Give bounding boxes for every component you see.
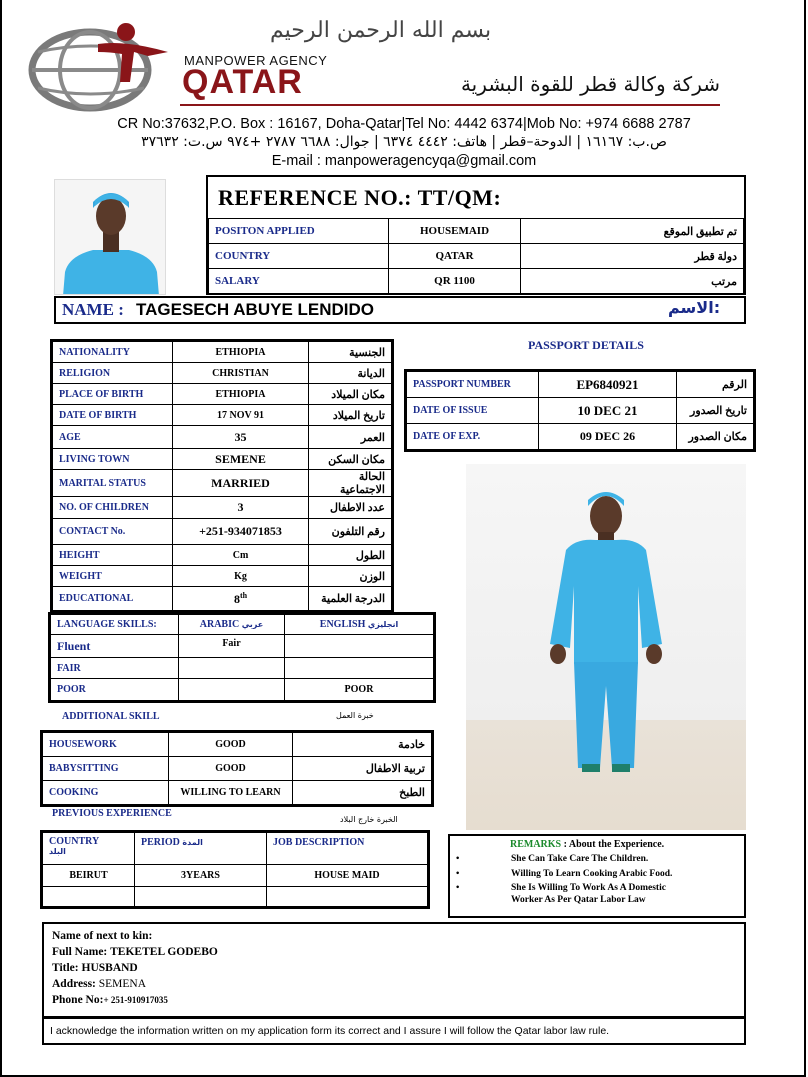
detail-label-arabic: الدرجة العلمية: [309, 587, 392, 611]
table-row: [53, 587, 392, 611]
language-skills-table: [50, 614, 434, 701]
contact-info-arabic: ص.ب: ١٦١٦٧ | الدوحة–قطر | هاتف: ٤٤٤٢ ٦٣٧٤ | جوال: ٦٦٨٨ ٢٧٨٧ +٩٧٤ س.ت: ٣٧٦٣٢: [141, 134, 667, 150]
skill-value: GOOD: [169, 733, 293, 757]
detail-label: DATE OF BIRTH: [53, 405, 173, 426]
detail-label-arabic: العمر: [309, 426, 392, 449]
detail-value: 17 NOV 91: [173, 405, 309, 426]
english-level-value: POOR: [285, 679, 434, 701]
remark-text: Worker As Per Qatar Labor Law: [511, 895, 646, 905]
passport-label-arabic: تاريخ الصدور: [677, 398, 754, 424]
job-description-header: JOB DESCRIPTION: [267, 833, 428, 865]
reference-value: HOUSEMAID: [389, 219, 521, 244]
table-row: [53, 426, 392, 449]
table-row: [51, 635, 434, 658]
skill-label: COOKING: [43, 781, 169, 805]
detail-label-arabic: عدد الاطفال: [309, 497, 392, 519]
reference-number-title: REFERENCE NO.: TT/QM:: [218, 185, 502, 210]
additional-skills-table: [42, 732, 432, 805]
detail-value: +251-934071853: [173, 519, 309, 545]
empty-cell: [135, 887, 267, 907]
detail-label-arabic: تاريخ الميلاد: [309, 405, 392, 426]
table-row: [51, 658, 434, 679]
passport-value: EP6840921: [539, 372, 677, 398]
table-row: [43, 833, 428, 865]
table-row: [407, 424, 754, 450]
table-row: [43, 887, 428, 907]
reference-label: COUNTRY: [209, 244, 389, 269]
applicant-portrait-photo: [54, 179, 166, 295]
passport-label: PASSPORT NUMBER: [407, 372, 539, 398]
additional-skill-title-arabic: خبرة العمل: [336, 711, 374, 720]
detail-label: WEIGHT: [53, 566, 173, 587]
empty-cell: [43, 887, 135, 907]
kin-title-label: Title:: [52, 962, 79, 974]
skill-label: BABYSITTING: [43, 757, 169, 781]
table-row: [43, 733, 432, 757]
reference-table: [208, 218, 744, 294]
agency-name-arabic: شركة وكالة قطر للقوة البشرية: [460, 72, 720, 96]
kin-title-value: HUSBAND: [81, 962, 138, 974]
reference-label-arabic: تم تطبيق الموقع: [521, 219, 744, 244]
portrait-illustration: [55, 180, 166, 295]
table-row: [53, 470, 392, 497]
agency-name: QATAR: [182, 63, 303, 101]
detail-label-arabic: الجنسية: [309, 342, 392, 363]
skill-label-arabic: تربية الاطفال: [293, 757, 432, 781]
detail-label-arabic: مكان الميلاد: [309, 384, 392, 405]
skill-value: WILLING TO LEARN: [169, 781, 293, 805]
table-row: [43, 757, 432, 781]
period-header-label: PERIOD: [141, 837, 180, 848]
detail-label: NO. OF CHILDREN: [53, 497, 173, 519]
kin-address: [52, 978, 146, 990]
english-level-value: [285, 658, 434, 679]
experience-table: [42, 832, 428, 907]
arabic-level-value: Fair: [179, 635, 285, 658]
passport-label-arabic: الرقم: [677, 372, 754, 398]
globe-logo-icon: [28, 22, 178, 112]
arabic-label: ARABIC: [199, 619, 240, 630]
arabic-level-value: [179, 679, 285, 701]
header-divider: [180, 104, 720, 106]
country-column-header: [43, 833, 135, 865]
detail-value: Kg: [173, 566, 309, 587]
table-row: [51, 679, 434, 701]
period-header-arabic: المدة: [182, 838, 203, 847]
table-row: [53, 405, 392, 426]
reference-value: QR 1100: [389, 269, 521, 294]
kin-full-name-label: Full Name:: [52, 946, 108, 958]
reference-label: SALARY: [209, 269, 389, 294]
detail-value: Cm: [173, 545, 309, 566]
table-row: [53, 363, 392, 384]
detail-value: ETHIOPIA: [173, 384, 309, 405]
country-header-label: COUNTRY: [49, 836, 100, 847]
education-value: 8: [233, 591, 240, 606]
table-row: [209, 244, 744, 269]
remarks-title: [510, 839, 664, 850]
table-row: [209, 219, 744, 244]
passport-label: DATE OF ISSUE: [407, 398, 539, 424]
detail-label-arabic: الديانة: [309, 363, 392, 384]
experience-job: HOUSE MAID: [267, 865, 428, 887]
passport-label-arabic: مكان الصدور: [677, 424, 754, 450]
reference-label-arabic: دولة قطر: [521, 244, 744, 269]
passport-details-title: PASSPORT DETAILS: [528, 338, 644, 352]
remarks-label: REMARKS: [510, 839, 562, 850]
language-level: POOR: [51, 679, 179, 701]
additional-skill-title: ADDITIONAL SKILL: [62, 711, 160, 722]
arabic-label-arabic: عربي: [241, 620, 264, 629]
detail-label-arabic: الحالة الاجتماعية: [309, 470, 392, 497]
previous-experience-title-arabic: الخبرة خارج البلاد: [340, 815, 398, 824]
applicant-full-body-photo: [466, 464, 746, 830]
language-level: FAIR: [51, 658, 179, 679]
skill-label-arabic: خادمة: [293, 733, 432, 757]
email-line: E-mail : manpoweragencyqa@gmail.com: [271, 153, 537, 169]
reference-label-arabic: مرتب: [521, 269, 744, 294]
detail-value: 3: [173, 497, 309, 519]
detail-label: RELIGION: [53, 363, 173, 384]
previous-experience-title: PREVIOUS EXPERIENCE: [52, 808, 172, 819]
table-row: [53, 545, 392, 566]
detail-label: EDUCATIONAL: [53, 587, 173, 611]
english-label-arabic: انجليزي: [367, 620, 399, 629]
table-row: [407, 398, 754, 424]
education-suffix: th: [239, 590, 248, 600]
experience-period: 3YEARS: [135, 865, 267, 887]
remark-item: • She Can Take Care The Children.: [456, 854, 649, 864]
personal-details-table: [52, 341, 392, 611]
remark-text: She Can Take Care The Children.: [511, 854, 649, 864]
detail-label: CONTACT No.: [53, 519, 173, 545]
kin-full-name-value: TEKETEL GODEBO: [110, 946, 218, 958]
table-row: [53, 497, 392, 519]
full-body-illustration: [466, 464, 746, 830]
table-row: [43, 781, 432, 805]
detail-value: 35: [173, 426, 309, 449]
table-row: [53, 566, 392, 587]
arabic-level-value: [179, 658, 285, 679]
table-row: [53, 449, 392, 470]
detail-label: MARITAL STATUS: [53, 470, 173, 497]
name-label-arabic: الاسم:: [668, 298, 721, 317]
skill-value: GOOD: [169, 757, 293, 781]
detail-label: NATIONALITY: [53, 342, 173, 363]
detail-label-arabic: الوزن: [309, 566, 392, 587]
kin-address-label: Address:: [52, 978, 96, 990]
english-label: ENGLISH: [319, 619, 366, 630]
skill-label: HOUSEWORK: [43, 733, 169, 757]
remarks-heading: : About the Experience.: [563, 839, 665, 850]
detail-label: LIVING TOWN: [53, 449, 173, 470]
remark-item: [456, 895, 646, 905]
experience-country: BEIRUT: [43, 865, 135, 887]
applicant-name: TAGESECH ABUYE LENDIDO: [136, 300, 375, 319]
table-row: [53, 519, 392, 545]
detail-label-arabic: رقم التلفون: [309, 519, 392, 545]
language-header-label: LANGUAGE SKILLS:: [51, 615, 179, 635]
name-label: NAME :: [62, 300, 124, 319]
country-header-arabic: البلد: [49, 847, 66, 856]
remark-item: • Willing To Learn Cooking Arabic Food.: [456, 869, 673, 879]
kin-address-value: SEMENA: [98, 978, 147, 990]
reference-label: POSITON APPLIED: [209, 219, 389, 244]
english-column-header: [285, 615, 434, 635]
kin-full-name: [52, 946, 218, 958]
detail-value: [173, 587, 309, 611]
detail-value: SEMENE: [173, 449, 309, 470]
bismillah-calligraphy: بسم الله الرحمن الرحيم: [270, 18, 492, 43]
arabic-column-header: [179, 615, 285, 635]
reference-value: QATAR: [389, 244, 521, 269]
passport-label: DATE OF EXP.: [407, 424, 539, 450]
language-level: Fluent: [51, 635, 179, 658]
kin-phone-value: + 251-910917035: [103, 995, 168, 1005]
table-row: [43, 865, 428, 887]
remark-text: She Is Willing To Work As A Domestic: [511, 883, 666, 893]
detail-label-arabic: مكان السكن: [309, 449, 392, 470]
passport-table: [406, 371, 754, 450]
kin-phone: [52, 994, 168, 1006]
acknowledgement-text: I acknowledge the information written on my application form its correct and I assure I will follow the Qatar labor law rule.: [50, 1025, 610, 1037]
remark-item: • She Is Willing To Work As A Domestic: [456, 883, 666, 893]
detail-label: PLACE OF BIRTH: [53, 384, 173, 405]
detail-label: AGE: [53, 426, 173, 449]
detail-value: MARRIED: [173, 470, 309, 497]
table-row: [53, 342, 392, 363]
kin-phone-label: Phone No:: [52, 994, 104, 1006]
detail-label-arabic: الطول: [309, 545, 392, 566]
passport-value: 10 DEC 21: [539, 398, 677, 424]
detail-label: HEIGHT: [53, 545, 173, 566]
contact-info: CR No:37632,P.O. Box : 16167, Doha-Qatar|Tel No: 4442 6374|Mob No: +974 6688 2787: [117, 116, 691, 132]
detail-value: CHRISTIAN: [173, 363, 309, 384]
table-row: [53, 384, 392, 405]
english-level-value: [285, 635, 434, 658]
kin-title: Name of next to kin:: [52, 930, 153, 942]
table-row: [407, 372, 754, 398]
passport-value: 09 DEC 26: [539, 424, 677, 450]
remark-text: Willing To Learn Cooking Arabic Food.: [511, 869, 673, 879]
kin-relation: [52, 962, 138, 974]
detail-value: ETHIOPIA: [173, 342, 309, 363]
table-row: [51, 615, 434, 635]
skill-label-arabic: الطبخ: [293, 781, 432, 805]
empty-cell: [267, 887, 428, 907]
period-column-header: [135, 833, 267, 865]
agency-subtitle: MANPOWER AGENCY: [184, 53, 328, 68]
table-row: [209, 269, 744, 294]
